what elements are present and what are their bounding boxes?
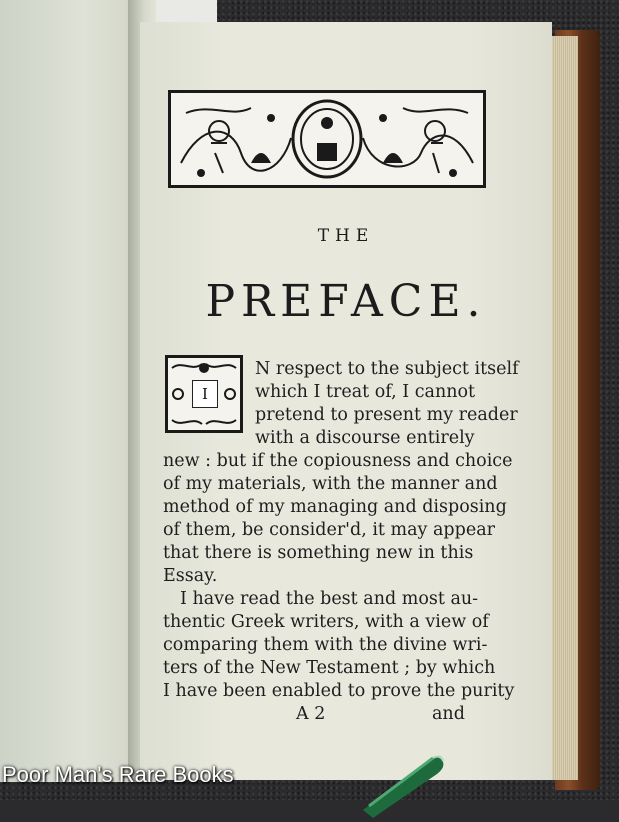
text-line: which I treat of, I cannot: [255, 382, 476, 402]
watermark: Poor Man's Rare Books: [2, 762, 234, 787]
catchword: and: [432, 704, 465, 724]
text-line: method of my managing and disposing: [163, 497, 507, 517]
heading-the: THE: [317, 226, 375, 246]
text-line: of them, be consider'd, it may appear: [163, 520, 495, 540]
page-signature: A 2: [296, 704, 326, 724]
ornamental-headpiece: [168, 90, 486, 188]
drop-cap-letter: I: [192, 380, 218, 408]
decorated-initial: [165, 355, 243, 433]
text-line: with a discourse entirely: [255, 428, 475, 448]
heading-preface: PREFACE.: [205, 276, 487, 327]
text-line: new : but if the copiousness and choice: [163, 451, 513, 471]
text-line: of my materials, with the manner and: [163, 474, 498, 494]
text-line: comparing them with the divine wri-: [163, 635, 488, 655]
text-line: that there is something new in this: [163, 543, 474, 563]
text-line: N respect to the subject itself: [255, 359, 519, 379]
pen: [355, 748, 455, 818]
text-line: pretend to present my reader: [255, 405, 518, 425]
text-line: thentic Greek writers, with a view of: [163, 612, 489, 632]
text-line: I have been enabled to prove the purity: [163, 681, 515, 701]
left-page: [0, 0, 140, 782]
page-edges: [548, 36, 578, 780]
text-line: I have read the best and most au-: [180, 589, 479, 609]
text-line: ters of the New Testament ; by which: [163, 658, 496, 678]
text-line: Essay.: [163, 566, 218, 586]
